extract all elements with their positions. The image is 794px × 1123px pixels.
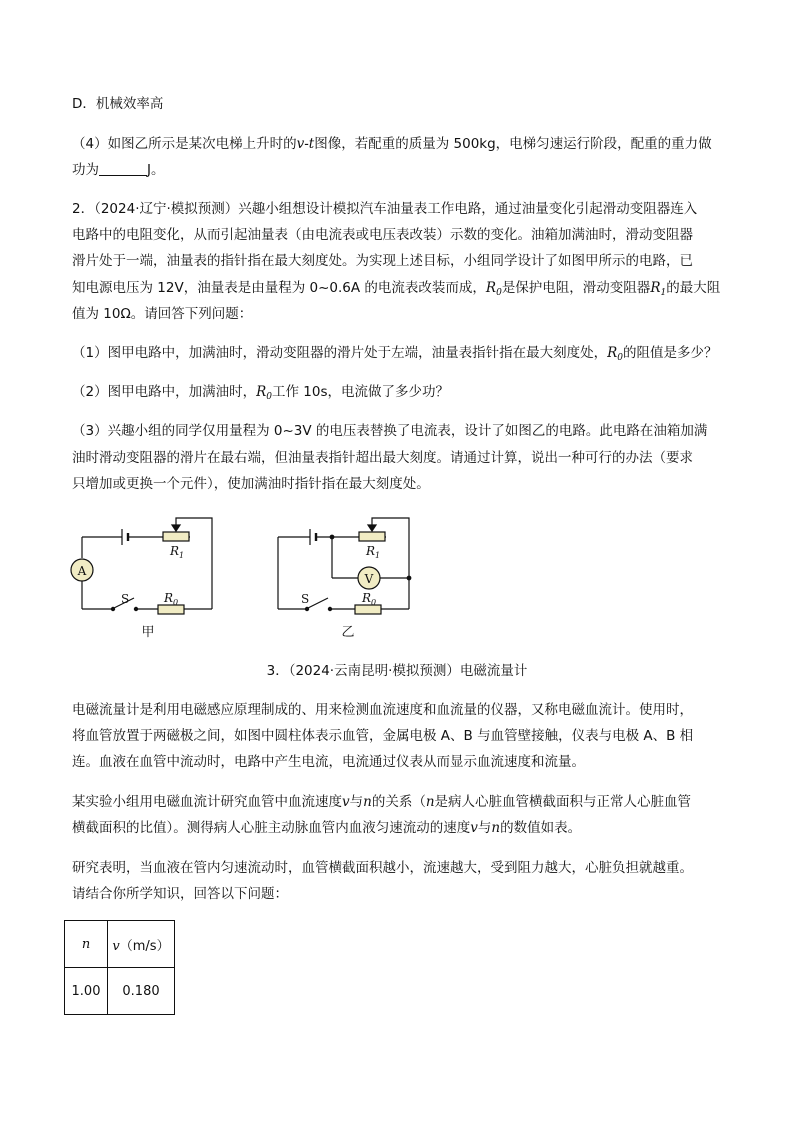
q3-para1-line1: 电磁流量计是利用电磁感应原理制成的、用来检测血流速度和血流量的仪器，又称电磁血流计。使用时， bbox=[72, 702, 693, 718]
q2-sub1: （1）图甲电路中，加满油时，滑动变阻器的滑片处于左端，油量表指针指在最大刻度处，$R_0$的阻值是多少？ bbox=[72, 345, 718, 363]
table-header-row bbox=[65, 921, 175, 968]
q1-part4-line2: 功为 J。 bbox=[72, 162, 165, 178]
circuit-figure-a bbox=[71, 518, 212, 614]
q3-para2-line2: 横截面积的比值）。测得病人心脏主动脉血管内血液匀速流动的速度v与n的数值如表。 bbox=[72, 820, 582, 836]
q1-part4-line1: （4）如图乙所示是某次电梯上升时的v-t图像，若配重的质量为 500kg，电梯匀速运行阶段，配重的重力做 bbox=[72, 136, 712, 152]
q2-stem-line2: 电路中的电阻变化，从而引起油量表（由电流表或电压表改装）示数的变化。油箱加满油时，滑动变阻器 bbox=[72, 227, 693, 243]
q2-stem-line1: 2．（2024·辽宁·模拟预测）兴趣小组想设计模拟汽车油量表工作电路，通过油量变化引起滑动变阻器连入 bbox=[72, 201, 698, 217]
q3-para3-line2: 请结合你所学知识，回答以下问题： bbox=[72, 886, 288, 902]
rheostat-r1 bbox=[359, 532, 385, 541]
resistor-r0 bbox=[158, 605, 184, 614]
q2-sub3-line1: （3）兴趣小组的同学仅用量程为 0~3V 的电压表替换了电流表，设计了如图乙的电路。此电路在油箱加满 bbox=[72, 423, 708, 439]
rheostat-r1 bbox=[163, 532, 189, 541]
q2-stem-line4: 知电源电压为 12V，油量表是由量程为 0~0.6A 的电流表改装而成，$R_0$是保护电阻，滑动变阻器$R_1$的最大阻 bbox=[72, 280, 721, 298]
table-cell: 0.180 bbox=[108, 968, 175, 1015]
q3-para1-line3: 连。血液在血管中流动时，电路中产生电流，电流通过仪表从而显示血流速度和流量。 bbox=[72, 754, 585, 770]
resistor-r0 bbox=[355, 605, 381, 614]
switch-label-a: S bbox=[121, 592, 130, 606]
q2-sub3-line2: 油时滑动变阻器的滑片在最右端，但油量表指针超出最大刻度。请通过计算，说出一种可行的办法（要求 bbox=[72, 450, 693, 466]
figure-a-caption: 甲 bbox=[141, 625, 155, 640]
option-d: D．机械效率高 bbox=[72, 96, 164, 112]
q2-stem-line3: 滑片处于一端，油量表的指针指在最大刻度处。为实现上述目标，小组同学设计了如图甲所示的电路，已 bbox=[72, 253, 693, 269]
q2-sub2: （2）图甲电路中，加满油时，$R_0$工作 10s，电流做了多少功？ bbox=[72, 384, 450, 402]
table-cell: 1.00 bbox=[65, 968, 108, 1015]
circuit-figure-b bbox=[278, 518, 411, 614]
switch-label-b: S bbox=[301, 592, 310, 606]
data-table bbox=[64, 920, 175, 1015]
label-r1-a: $R_1$ bbox=[170, 544, 185, 560]
q2-sub3-line3: 只增加或更换一个元件），使加满油时指针指在最大刻度处。 bbox=[72, 476, 430, 492]
label-r0-b: $R_0$ bbox=[362, 591, 377, 607]
q2-stem-line5: 值为 10Ω。请回答下列问题： bbox=[72, 306, 253, 322]
q3-para3-line1: 研究表明，当血液在管内匀速流动时，血管横截面积越小，流速越大，受到阻力越大，心脏负担就越重。 bbox=[72, 860, 693, 876]
q3-title: 3．（2024·云南昆明·模拟预测）电磁流量计 bbox=[266, 663, 528, 679]
voltmeter-label: V bbox=[364, 572, 374, 586]
answer-blank[interactable] bbox=[99, 161, 147, 176]
circuit-diagrams bbox=[0, 505, 794, 655]
table-header-v: v（m/s） bbox=[108, 921, 175, 968]
q3-para1-line2: 将血管放置于两磁极之间，如图中圆柱体表示血管，金属电极 A、B 与血管壁接触，仪表与电极 A、B 相 bbox=[72, 728, 694, 744]
q3-para2-line1: 某实验小组用电磁血流计研究血管中血流速度v与n的关系（n是病人心脏血管横截面积与正常人心脏血管 bbox=[72, 794, 692, 810]
label-r1-b: $R_1$ bbox=[366, 544, 381, 560]
ammeter-label: A bbox=[77, 564, 87, 578]
table-header-n: n bbox=[65, 921, 108, 968]
table-row bbox=[65, 968, 175, 1015]
label-r0-a: $R_0$ bbox=[164, 591, 179, 607]
switch-icon bbox=[308, 598, 328, 608]
figure-b-caption: 乙 bbox=[341, 625, 355, 640]
